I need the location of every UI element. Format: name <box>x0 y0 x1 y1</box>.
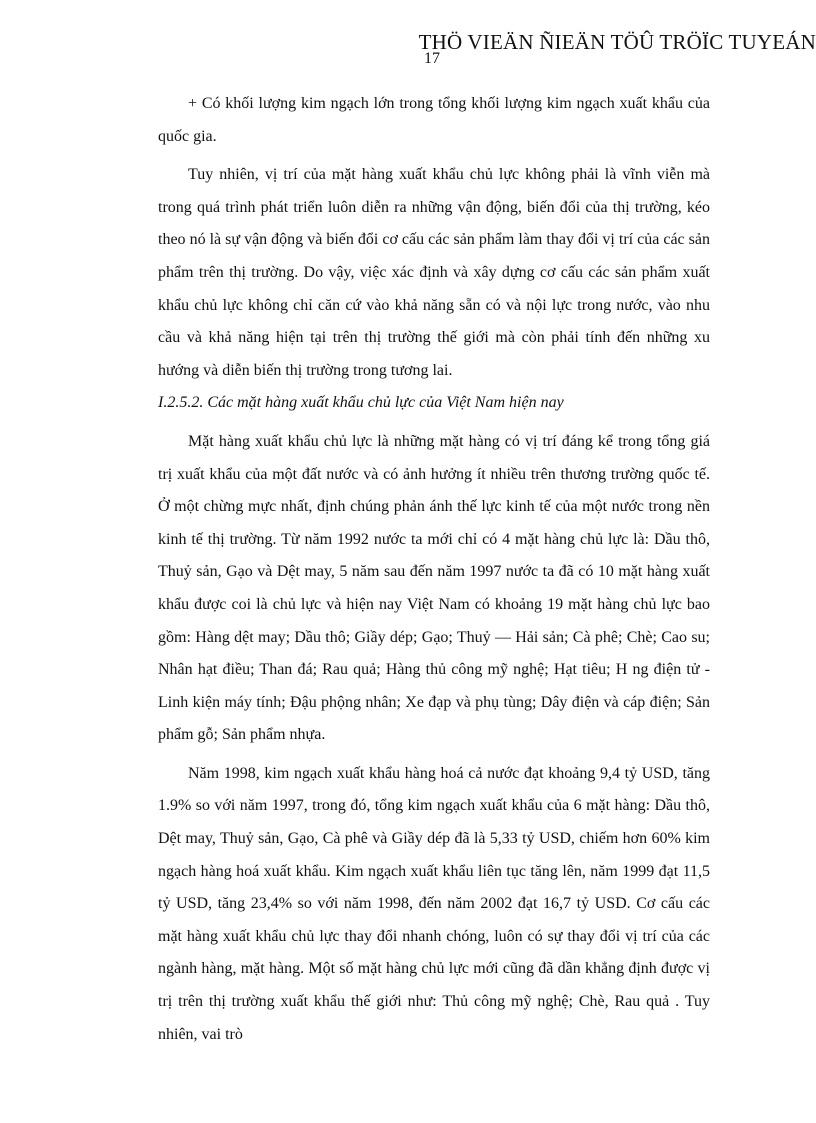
paragraph-main-export-items: Mặt hàng xuất khẩu chủ lực là những mặt hàng có vị trí đáng kể trong tổng giá trị xuất khẩu của một đất nước và có ảnh hưởng ít nhiều trên thương trường quốc tế. Ở một chừng mực nhất, định chúng phản ánh thế lực kinh tế của một nước trong nền kinh tế thị trường. Từ năm 1992 nước ta mới chỉ có 4 mặt hàng chủ lực là: Dầu thô, Thuỷ sản, Gạo và Dệt may, 5 năm sau đến năm 1997 nước ta đã có 10 mặt hàng xuất khẩu được coi là chủ lực và hiện nay Việt Nam có khoảng 19 mặt hàng chủ lực bao gồm: Hàng dệt may; Dầu thô; Giầy dép; Gạo; Thuỷ — Hải sản; Cà phê; Chè; Cao su; Nhân hạt điều; Than đá; Rau quả; Hàng thủ công mỹ nghệ; Hạt tiêu; H ng điện tử - Linh kiện máy tính; Đậu phộng nhân; Xe đạp và phụ tùng; Dây điện và cáp điện; Sản phẩm gỗ; Sản phẩm nhựa. <box>158 432 710 744</box>
paragraph-criteria: + Có khối lượng kim ngạch lớn trong tổng khối lượng kim ngạch xuất khẩu của quốc gia. <box>158 95 710 145</box>
document-body <box>158 88 710 1051</box>
section-heading: I.2.5.2. Các mặt hàng xuất khẩu chủ lực của Việt Nam hiện nay <box>158 394 564 412</box>
paragraph-export-figures: Năm 1998, kim ngạch xuất khẩu hàng hoá cả nước đạt khoảng 9,4 tỷ USD, tăng 1.9% so với năm 1997, trong đó, tổng kim ngạch xuất khẩu của 6 mặt hàng: Dầu thô, Dệt may, Thuỷ sản, Gạo, Cà phê và Giầy dép đã là 5,33 tỷ USD, chiếm hơn 60% kim ngạch hàng hoá xuất khẩu. Kim ngạch xuất khẩu liên tục tăng lên, năm 1999 đạt 11,5 tỷ USD, tăng 23,4% so với năm 1998, đến năm 2002 đạt 16,7 tỷ USD. Cơ cấu các mặt hàng xuất khẩu chủ lực thay đổi nhanh chóng, luôn có sự thay đổi vị trí của các ngành hàng, mặt hàng. Một số mặt hàng chủ lực mới cũng đã dần khẳng định được vị trị trên thị trường xuất khẩu thế giới như: Thủ công mỹ nghệ; Chè, Rau quả . Tuy nhiên, vai trò <box>158 764 710 1043</box>
page-number: 17 <box>424 50 440 67</box>
paragraph-position-change: Tuy nhiên, vị trí của mặt hàng xuất khẩu chủ lực không phải là vĩnh viễn mà trong quá trình phát triển luôn diễn ra những vận động, biến đổi của thị trường, kéo theo nó là sự vận động và biến đổi cơ cấu các sản phẩm làm thay đổi vị trí của các sản phẩm trên thị trường. Do vậy, việc xác định và xây dựng cơ cấu các sản phẩm xuất khẩu chủ lực không chỉ căn cứ vào khả năng sẵn có và nội lực trong nước, vào nhu cầu và khả năng hiện tại trên thị trường thế giới mà còn phải tính đến những xu hướng và diễn biến thị trường trong tương lai. <box>158 166 710 379</box>
header-watermark: THÖ VIEÄN ÑIEÄN TÖÛ TRÖÏC TUYEÁN <box>418 30 816 54</box>
